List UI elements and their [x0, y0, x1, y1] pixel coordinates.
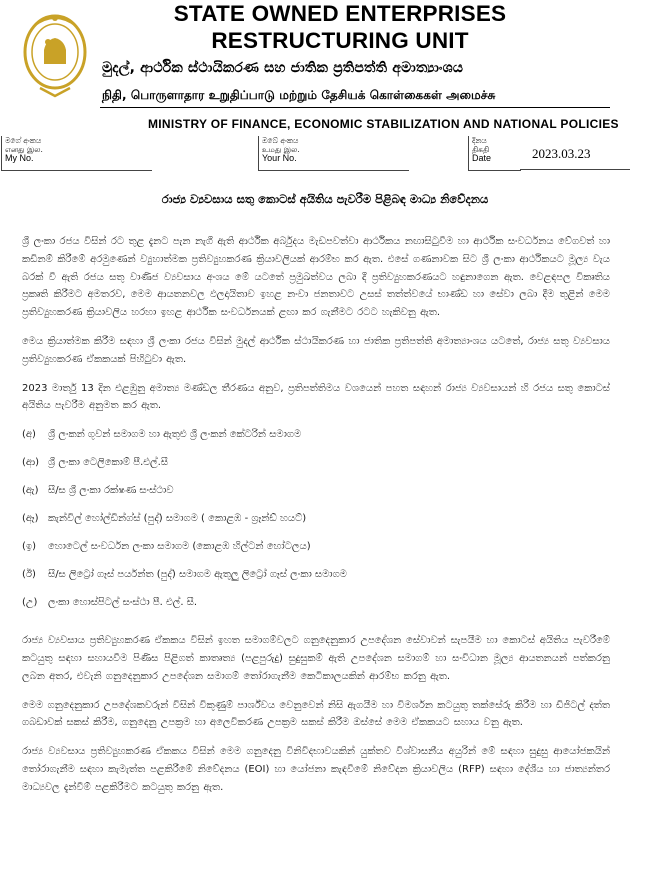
list-marker: (ඉ) [22, 541, 37, 553]
list-item [22, 510, 610, 538]
date-label-en: Date [472, 153, 492, 163]
date-label-ta: திகதி [472, 144, 490, 154]
list-item [22, 566, 610, 594]
list-item-text: හොටෙල් සංවර්ධන ලංකා සමාගම (කොළඹ හිල්ටන් හෝටලය) [48, 541, 311, 553]
list-item-text: ශ්‍රී ලංකා ටෙලිකොම් පී.එල්.සී [48, 457, 169, 469]
list-item [22, 482, 610, 510]
ministry-name-tamil: நிதி, பொருளாதார உறுதிப்பாடு மற்றும் தேசியக் கொள்கைகள் அமைச்சு [102, 88, 496, 102]
list-item-text: ශ්‍රී ලංකන් ගුවන් සමාගම හා ඇතුළු ශ්‍රී ලංකන් කේටරින් සමාගම [48, 429, 302, 441]
paragraph: ශ්‍රී ලංකා රජය විසින් රට තුළ දැනට පැන නැගී ඇති ආර්ථික අර්බුදය මැඩපවත්වා ආර්ථිකය නඟාසිටුවීම හා ආර්ථික සංවර්ධනය වේගවත් හා කඩිනම් කිරීමේ අරමුණෙන් ව්‍යුහාත්මක ප්‍රතිව්‍යුහකරණ ක්‍රියාවලියක් ආරම්භ කර ඇත. එසේ ගණනාවක සිට ශ්‍රී ලංකා ආර්ථිකයට මූල්‍ය වැය බරක් වී ඇති රජය සතු වාණිජ ව්‍යවසාය අංශය මේ යටතේ ප්‍රමුඛත්වය ලබා දී ප්‍රතිව්‍යුහකරණයට හඳුනාගෙන ඇත. වෙළඳපල විකෘතිය ප්‍රකෘති කිරීමට අමතරව, මෙම ආයතනවල ඵලදායිතාව ඉහළ නංවා ජනතාවට උසස් තත්ත්වයේ භාණ්ඩ හා සේවා ලබා දීම තුළින් මෙම ප්‍රතිව්‍යුහකරණ ක්‍රියාවලිය හරහා ඉහළ ආර්ථික සංවර්ධනයක් ළඟා කර ගැනීමට රටට හැකිවනු ඇත. [22, 236, 610, 319]
list-item-text: සී/ස ශ්‍රී ලංකා රක්ෂණ සංස්ථාව [48, 485, 174, 497]
org-title-line1: STATE OWNED ENTERPRISES [173, 1, 507, 26]
list-marker: (අ) [22, 429, 36, 441]
list-marker: (උ) [22, 597, 38, 609]
list-item [22, 454, 610, 482]
list-marker: (ආ) [22, 457, 40, 469]
letterhead [0, 0, 650, 132]
header-divider [100, 107, 610, 108]
date-value: 2023.03.23 [532, 146, 591, 161]
sri-lanka-emblem-icon [22, 12, 88, 100]
my-number-label-ta: எனது இல. [5, 144, 43, 154]
paragraph: රාජ්‍ය ව්‍යවසාය ප්‍රතිව්‍යුහකරණ ඒකකය විසින් මෙම ගනුදෙනු විනිවිදභාවයකින් යුක්තව විශ්වාසනීය අයුරින් මේ සඳහා සුදුසු ආයෝජකයින් තෝරාගැනීම සඳහා කැමැත්ත පළකිරීමේ නිවේදනය (EOI) හා යෝජනා කැඳවීමේ නිවේදන ක්‍රියාවලිය (RFP) සඳහා දේශීය හා ජාත්‍යන්තර මාධ්‍යවල දැන්වීම් පළකිරීමට කටයුතු කරනු ඇත. [22, 746, 610, 793]
my-number-field [1, 136, 152, 171]
ministry-name-english: MINISTRY OF FINANCE, ECONOMIC STABILIZATION AND NATIONAL POLICIES [148, 117, 619, 131]
list-item [22, 594, 610, 622]
date-field [468, 136, 521, 171]
ministry-name-sinhala: මුදල්, ආර්ථික ස්ථායිකරණ සහ ජාතික ප්‍රතිපත්ති අමාත්‍යාංශය [102, 60, 464, 76]
notice-body [22, 233, 610, 808]
date-label-si: දිනය [472, 136, 487, 145]
list-item-text: සී/ස ලිට්‍රෝ ගෑස් පර්යන්ත (පුද්) සමාගම ඇතුලු ලිට්‍රෝ ගෑස් ලංකා සමාගම [48, 569, 347, 581]
your-number-field [258, 136, 409, 171]
list-marker: (ඈ) [22, 513, 39, 525]
your-number-label-en: Your No. [262, 153, 297, 163]
org-title [150, 0, 530, 54]
my-number-label-si: මගේ අංකය [5, 136, 42, 145]
list-item-text: ලංකා හොස්පිටල් සංස්ථා පී. එල්. සී. [48, 597, 198, 609]
list-marker: (ඇ) [22, 485, 39, 497]
date-underline [520, 169, 630, 170]
paragraph: 2023 මාර්තු 13 දින එළඹුනු අමාත්‍ය මණ්ඩල තීරණය අනුව, ප්‍රතිපත්තිමය වශයෙන් පහත සඳහන් රාජ්‍ය ව්‍යවසායන් හි රජය සතු කොටස් අයිතිය පැවරීම අනුමත කර ඇත. [22, 382, 610, 412]
your-number-label-ta: உமது இல. [262, 144, 300, 154]
paragraph: මෙය ක්‍රියාත්මක කිරීම සඳහා ශ්‍රී ලංකා රජය විසින් මුදල් ආර්ථික ස්ථායිකරණ හා ජාතික ප්‍රතිපත්ති අමාත්‍යාංශය යටතේ, රාජ්‍ය සතු ව්‍යවසාය ප්‍රතිව්‍යුහකරණ ඒකකයක් පිහිටුවා ඇත. [22, 335, 610, 365]
paragraph: රාජ්‍ය ව්‍යවසාය ප්‍රතිව්‍යුහකරණ ඒකකය විසින් ඉහත සමාගම්වලට ගනුදෙනුකාර උපදේශන සේවාවන් සැපයීම හා කොටස් අයිතිය පැවරීමේ කටයුතු සඳහා සහායවීම පිණිස පිළිගත් කාතෘත්‍ය (පළපුරුදු) සුදුසුකම් ඇති උපදේශන සමාගම් හා සංවිධාන මූල්‍ය ආයතනයන් පත්කරනු ලබන අතර, එවැනි ගනුදෙනුකාර උපදේශන සමාගම් තෝරාගැනීම කෙටිකාලයකින් ආරම්භ කරනු ඇත. [22, 635, 610, 682]
enterprise-list [22, 426, 610, 622]
list-item-text: කැන්විල් හෝල්ඩින්ග්ස් (පුද්) සමාගම ( කොළඹ - ග්‍රෑන්ඩ් හයට්) [48, 513, 307, 525]
org-title-line2: RESTRUCTURING UNIT [211, 28, 469, 53]
your-number-label-si: ඔබේ අංකය [262, 136, 299, 145]
list-marker: (ඊ) [22, 569, 36, 581]
page-title: රාජ්‍ය ව්‍යවසාය සතු කොටස් අයිතිය පැවරීම පිළිබඳ මාධ්‍ය නිවේදනය [161, 192, 489, 206]
list-item [22, 426, 610, 454]
paragraph: මෙම ගනුදෙනුකාර උපදේශකවරුන් විසින් විකුණුම් පාර්ශ්වය වෙනුවෙන් නිසි ඇගයීම හා විමර්ශන කටයුතු තක්සේරු කිරීම හා ඩිජිටල් දත්ත ගබඩාවක් සකස් කිරීම, ගනුදෙනු උපක්‍රම හා අලෙවිකරණ උපක්‍රම සකස් කිරීම ඔස්සේ මෙම ඒකකයට සහාය වනු ඇත. [22, 699, 610, 729]
my-number-label-en: My No. [5, 153, 34, 163]
list-item [22, 538, 610, 566]
